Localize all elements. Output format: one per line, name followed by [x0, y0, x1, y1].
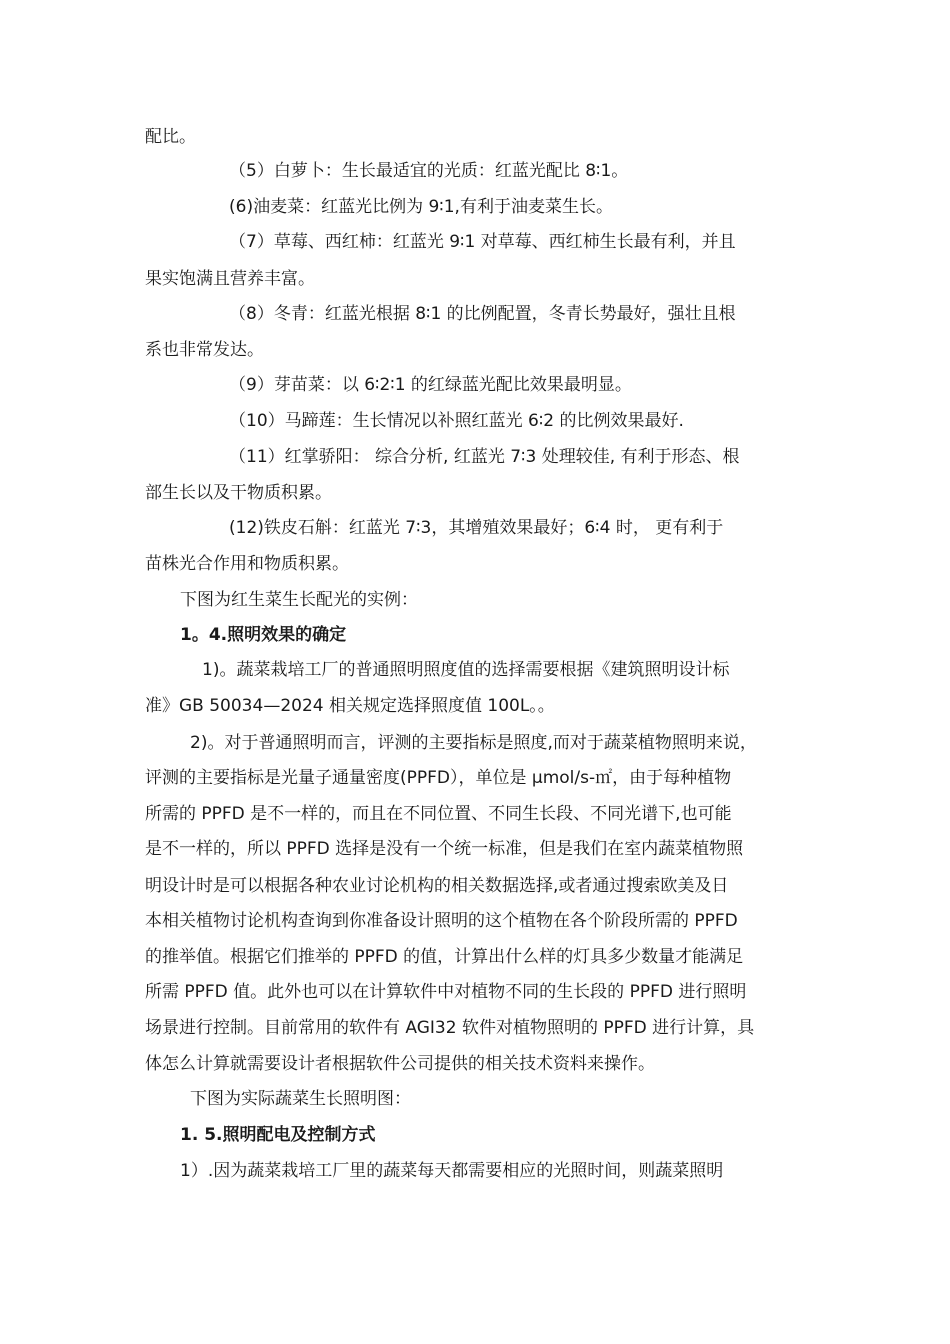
list-item-8: （8）冬青：红蓝光根据 8∶1 的比例配置，冬青长势最好，强壮且根 [229, 304, 736, 324]
paragraph-line: 所需的 PPFD 是不一样的，而且在不同位置、不同生长段、不同光谱下,也可能 [145, 804, 732, 824]
paragraph-line: 1)。蔬菜栽培工厂的普通照明照度值的选择需要根据《建筑照明设计标 [202, 660, 730, 680]
section-heading-1-5: 1. 5.照明配电及控制方式 [180, 1125, 376, 1145]
paragraph-line: 准》GB 50034—2024 相关规定选择照度值 100L。。 [145, 696, 555, 716]
list-item-12: (12)铁皮石斛：红蓝光 7∶3，其增殖效果最好；6∶4 时， 更有利于 [229, 518, 724, 538]
paragraph-line: 2)。对于普通照明而言，评测的主要指标是照度,而对于蔬菜植物照明来说， [190, 733, 757, 753]
figure-caption-intro: 下图为红生菜生长配光的实例： [180, 590, 418, 610]
paragraph-line: 明设计时是可以根据各种农业讨论机构的相关数据选择,或者通过搜索欧美及日 [145, 876, 729, 896]
paragraph-line: 体怎么计算就需要设计者根据软件公司提供的相关技术资料来操作。 [145, 1054, 655, 1074]
section-heading-1-4: 1。4.照明效果的确定 [180, 625, 347, 645]
list-item-6: (6)油麦菜：红蓝光比例为 9∶1,有利于油麦菜生长。 [229, 197, 613, 217]
paragraph-line: 所需 PPFD 值。此外也可以在计算软件中对植物不同的生长段的 PPFD 进行照明 [145, 982, 747, 1002]
paragraph-line: 是不一样的，所以 PPFD 选择是没有一个统一标准，但是我们在室内蔬菜植物照 [145, 839, 744, 859]
paragraph-line: 配比。 [145, 127, 196, 147]
paragraph-line: 部生长以及干物质积累。 [145, 483, 332, 503]
figure-caption-intro: 下图为实际蔬菜生长照明图： [190, 1089, 411, 1109]
paragraph-line: 苗株光合作用和物质积累。 [145, 554, 349, 574]
paragraph-line: 本相关植物讨论机构查询到你准备设计照明的这个植物在各个阶段所需的 PPFD [145, 911, 738, 931]
list-item-11: （11）红掌骄阳： 综合分析, 红蓝光 7∶3 处理较佳, 有利于形态、根 [229, 447, 740, 467]
list-item-7: （7）草莓、西红柿：红蓝光 9∶1 对草莓、西红柿生长最有利，并且 [229, 232, 736, 252]
list-item-5: （5）白萝卜：生长最适宜的光质：红蓝光配比 8∶1。 [229, 161, 629, 181]
paragraph-line: 的推举值。根据它们推举的 PPFD 的值，计算出什么样的灯具多少数量才能满足 [145, 947, 744, 967]
paragraph-line: 评测的主要指标是光量子通量密度(PPFD），单位是 μmol/s-㎡，由于每种植物 [145, 768, 732, 788]
list-item-10: （10）马蹄莲：生长情况以补照红蓝光 6∶2 的比例效果最好. [229, 411, 684, 431]
paragraph-line: 1）.因为蔬菜栽培工厂里的蔬菜每天都需要相应的光照时间，则蔬菜照明 [180, 1161, 724, 1181]
list-item-9: （9）芽苗菜：以 6∶2∶1 的红绿蓝光配比效果最明显。 [229, 375, 632, 395]
paragraph-line: 场景进行控制。目前常用的软件有 AGI32 软件对植物照明的 PPFD 进行计算，具 [145, 1018, 755, 1038]
paragraph-line: 系也非常发达。 [145, 340, 264, 360]
paragraph-line: 果实饱满且营养丰富。 [145, 269, 315, 289]
